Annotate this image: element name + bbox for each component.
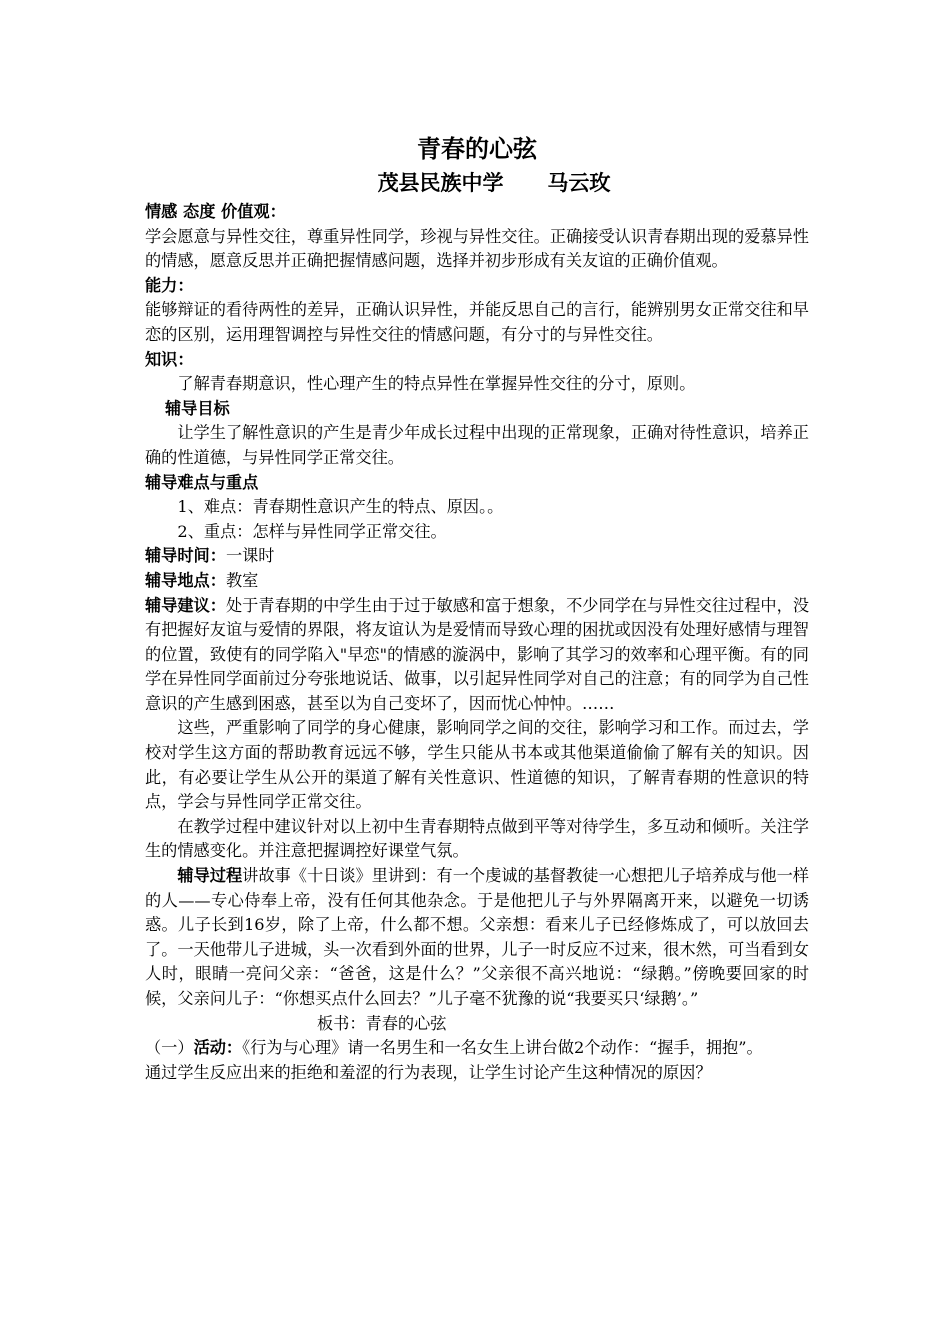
- place-line: [145, 569, 809, 594]
- process-paragraph: [145, 864, 809, 1012]
- suggestion-text: 处于青春期的中学生由于过于敏感和富于想象，不少同学在与异性交往过程中，没有把握好友谊与爱情的界限，将友谊认为是爱情而导致心理的困扰或因没有处理好感情与理智的位置，致使有的同学陷入"早恋"的情感的漩涡中，影响了其学习的效率和心理平衡。有的同学在异性同学面前过分夸张地说话、做事，以引起异性同学对自己的注意；有的同学为自己性意识的产生感到困惑，甚至以为自己变坏了，因而忧心忡忡。……: [145, 595, 810, 713]
- activity-prefix: （一）: [145, 1038, 194, 1058]
- paragraph-2: 这些，严重影响了同学的身心健康，影响同学之间的交往，影响学习和工作。而过去，学校对学生这方面的帮助教育远远不够，学生只能从书本或其他渠道偷偷了解有关的知识。因此，有必要让学生从公开的渠道了解有关性意识、性道德的知识，了解青春期的性意识的特点，学会与异性同学正常交往。: [145, 718, 809, 812]
- difficulty-item-1: 1、难点：青春期性意识产生的特点、原因。。: [177, 497, 504, 517]
- activity-paragraph: [145, 1036, 809, 1061]
- activity-text: 《行为与心理》请一名男生和一名女生上讲台做2个动作：“握手，拥抱”。: [242, 1038, 763, 1058]
- ability-text: 能够辩证的看待两性的差异，正确认识异性，并能反思自己的言行，能辨别男女正常交往和早恋的区别，运用理智调控与异性交往的情感问题，有分寸的与异性交往。: [145, 300, 809, 344]
- goal-text: 让学生了解性意识的产生是青少年成长过程中出现的正常现象，正确对待性意识，培养正确的性道德，与异性同学正常交往。: [145, 423, 809, 467]
- place-label: 辅导地点：: [145, 570, 226, 590]
- suggestion-paragraph: [145, 594, 809, 717]
- time-label: 辅导时间：: [145, 546, 226, 566]
- knowledge-heading: 知识：: [145, 349, 194, 369]
- paragraph-3: 在教学过程中建议针对以上初中生青春期特点做到平等对待学生，多互动和倾听。关注学生的情感变化。并注意把握调控好课堂气氛。: [145, 816, 809, 861]
- difficulty-heading: 辅导难点与重点: [145, 472, 259, 492]
- ability-heading: 能力：: [145, 275, 194, 295]
- board-note: 板书：青春的心弦: [317, 1013, 447, 1033]
- place-value: 教室: [225, 570, 259, 590]
- suggestion-label: 辅导建议：: [145, 595, 226, 615]
- last-paragraph: 通过学生反应出来的拒绝和羞涩的行为表现，让学生讨论产生这种情况的原因？: [145, 1062, 712, 1082]
- knowledge-text: 了解青春期意识，性心理产生的特点异性在掌握异性交往的分寸，原则。: [177, 374, 696, 394]
- document-page: [145, 132, 809, 1085]
- difficulty-item-2: 2、重点：怎样与异性同学正常交往。: [177, 521, 447, 541]
- goal-heading: 辅导目标: [165, 398, 230, 418]
- time-value: 一课时: [225, 546, 275, 566]
- activity-label: 活动：: [193, 1038, 243, 1058]
- emotion-text: 学会愿意与异性交往，尊重异性同学，珍视与异性交往。正确接受认识青春期出现的爱慕异性的情感，愿意反思并正确把握情感问题，选择并初步形成有关友谊的正确价值观。: [145, 226, 809, 271]
- document-title: 青春的心弦: [417, 134, 537, 163]
- process-text: 讲故事《十日谈》里讲到：有一个虔诚的基督教徒一心想把儿子培养成与他一样的人——专心侍奉上帝，没有任何其他杂念。于是他把儿子与外界隔离开来，以避免一切诱惑。儿子长到16岁，除了上帝，什么都不想。父亲想：看来儿子已经修炼成了，可以放回去了。一天他带儿子进城，头一次看到外面的世界，儿子一时反应不过来，很木然，可当看到女人时，眼睛一亮问父亲：“爸爸，这是什么？”父亲很不高兴地说：“绿鹅。”傍晚要回家的时候，父亲问儿子：“你想买点什么回去？”儿子毫不犹豫的说“我要买只‘绿鹅’。”: [145, 866, 809, 1008]
- time-line: [145, 544, 809, 569]
- process-label: 辅导过程: [177, 866, 243, 886]
- author-line: 茂县民族中学 马云玫: [377, 170, 611, 195]
- emotion-heading: 情感 态度 价值观：: [145, 202, 286, 221]
